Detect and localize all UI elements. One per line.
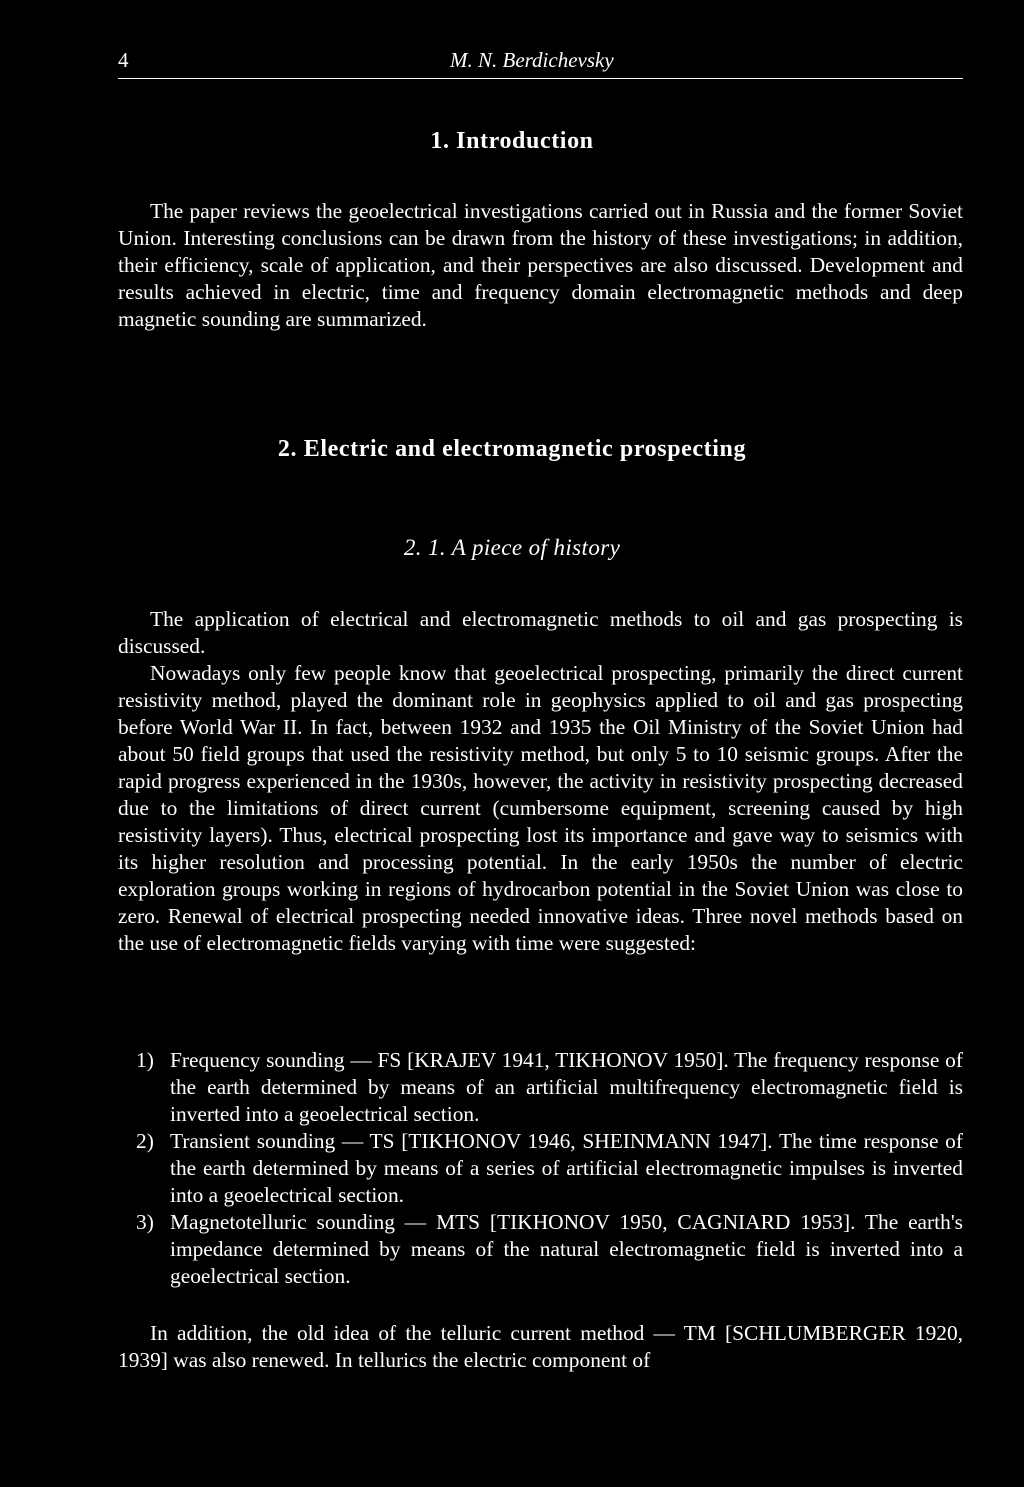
methods-list bbox=[118, 1047, 963, 1290]
running-head bbox=[118, 44, 963, 79]
history-paragraph-2: Nowadays only few people know that geoelectrical prospecting, primarily the direct current resistivity method, played the dominant role in geophysics applied to oil and gas prospecting before World War II. In fact, between 1932 and 1935 the Oil Ministry of the Soviet Union had about 50 field groups that used the resistivity method, but only 5 to 10 seismic groups. After the rapid progress experienced in the 1930s, however, the activity in resistivity prospecting decreased due to the limitations of direct current (cumbersome equipment, screening caused by high resistivity layers). Thus, electrical prospecting lost its importance and gave way to seismics with its higher resolution and processing potential. In the early 1950s the number of electric exploration groups working in regions of hydrocarbon potential in the Soviet Union was close to zero. Renewal of electrical prospecting needed innovative ideas. Three novel methods based on the use of electromagnetic fields varying with time were suggested: bbox=[118, 661, 963, 955]
section-heading-electric-prospecting: 2. Electric and electromagnetic prospecting bbox=[277, 436, 747, 462]
method-item bbox=[118, 1047, 963, 1128]
method-item bbox=[118, 1128, 963, 1209]
section-heading-introduction: 1. Introduction bbox=[430, 128, 594, 154]
method-number: 3) bbox=[136, 1210, 154, 1234]
history-paragraph-1: The application of electrical and electromagnetic methods to oil and gas prospecting is discussed. bbox=[118, 607, 963, 658]
method-text: Transient sounding — TS [TIKHONOV 1946, SHEINMANN 1947]. The time response of the earth determined by means of a series of artificial electromagnetic impulses is inverted into a geoelectrical section. bbox=[170, 1129, 963, 1207]
history-paragraph-3: In addition, the old idea of the telluric current method — TM [SCHLUMBERGER 1920, 1939] was also renewed. In tellurics the electric component of bbox=[118, 1321, 963, 1372]
method-number: 2) bbox=[136, 1129, 154, 1153]
page-number: 4 bbox=[118, 48, 129, 72]
running-head-author: M. N. Berdichevsky bbox=[450, 48, 614, 72]
subsection-heading-history: 2. 1. A piece of history bbox=[403, 535, 621, 560]
method-number: 1) bbox=[136, 1048, 154, 1072]
method-text: Frequency sounding — FS [KRAJEV 1941, TIKHONOV 1950]. The frequency response of the earth determined by means of an artificial multifrequency electromagnetic field is inverted into a geoelectrical section. bbox=[170, 1048, 963, 1126]
method-text: Magnetotelluric sounding — MTS [TIKHONOV 1950, CAGNIARD 1953]. The earth's impedance determined by means of the natural electromagnetic field is inverted into a geoelectrical section. bbox=[170, 1210, 963, 1288]
method-item bbox=[118, 1209, 963, 1290]
introduction-paragraph: The paper reviews the geoelectrical investigations carried out in Russia and the former Soviet Union. Interesting conclusions can be drawn from the history of these investigations; in addition, their efficiency, scale of application, and their perspectives are also discussed. Development and results achieved in electric, time and frequency domain electromagnetic methods and deep magnetic sounding are summarized. bbox=[118, 199, 963, 331]
